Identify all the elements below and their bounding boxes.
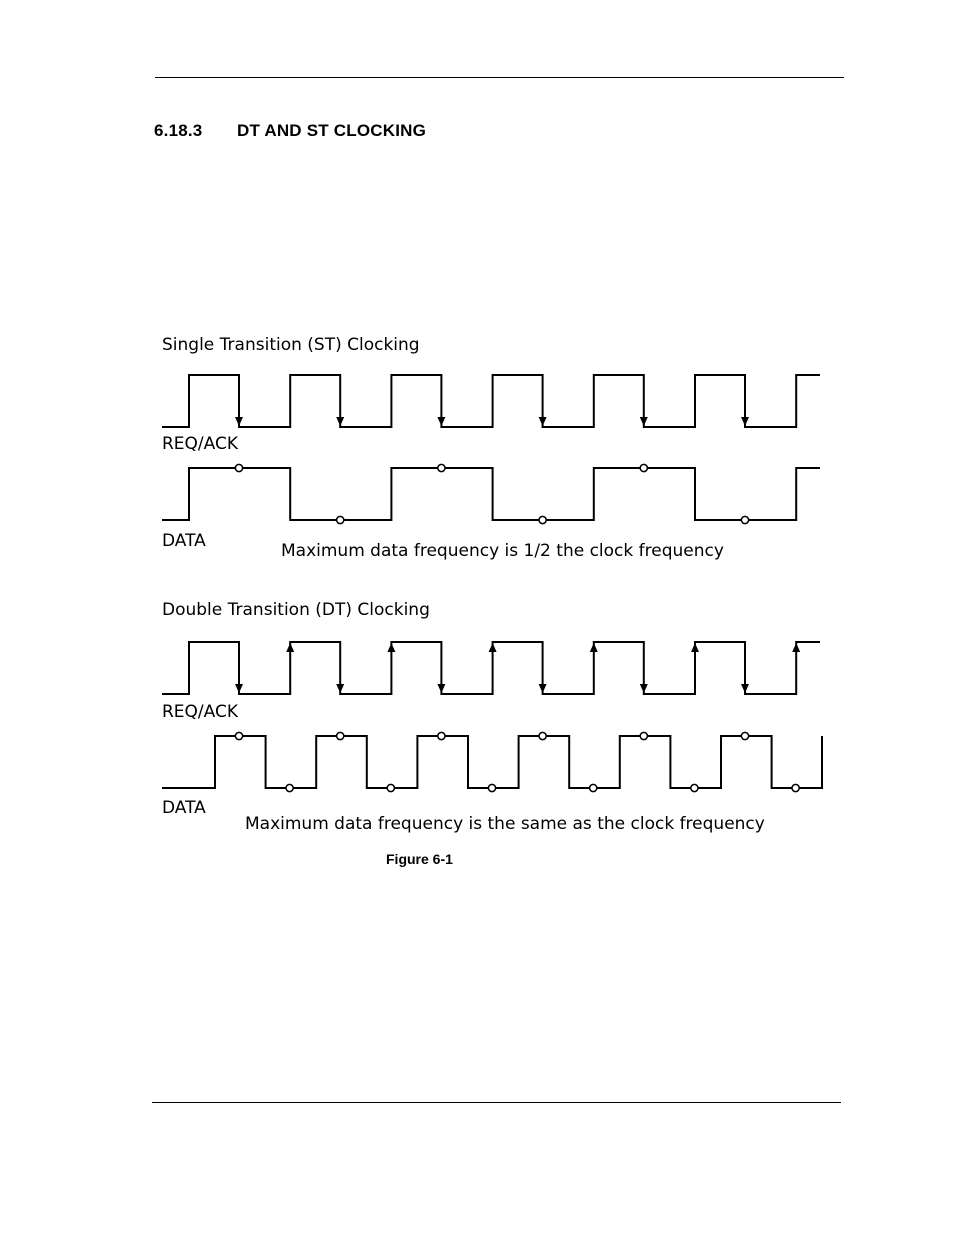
rising-edge-arrow: [286, 643, 294, 652]
st-clock-line: [162, 375, 820, 427]
st-data-waveform: [162, 468, 820, 520]
sample-point: [387, 784, 394, 791]
sample-point: [792, 784, 799, 791]
falling-edge-arrow: [437, 417, 445, 426]
dt-clock-edge-arrows: [235, 643, 800, 693]
sample-point: [539, 516, 546, 523]
falling-edge-arrow: [235, 684, 243, 693]
dt-data-sample-points: [235, 732, 799, 791]
falling-edge-arrow: [437, 684, 445, 693]
falling-edge-arrow: [235, 417, 243, 426]
rising-edge-arrow: [691, 643, 699, 652]
falling-edge-arrow: [539, 417, 547, 426]
sample-point: [438, 464, 445, 471]
dt-frequency-note: Maximum data frequency is the same as the clock frequency: [245, 814, 765, 834]
falling-edge-arrow: [539, 684, 547, 693]
sample-point: [337, 516, 344, 523]
falling-edge-arrow: [640, 417, 648, 426]
dt-clock-label: REQ/ACK: [162, 702, 239, 722]
sample-point: [640, 464, 647, 471]
rising-edge-arrow: [387, 643, 395, 652]
rising-edge-arrow: [590, 643, 598, 652]
sample-point: [539, 732, 546, 739]
sample-point: [438, 732, 445, 739]
st-panel-title: Single Transition (ST) Clocking: [162, 335, 420, 355]
st-data-label: DATA: [162, 531, 206, 551]
sample-point: [741, 516, 748, 523]
dt-data-waveform: [162, 736, 822, 788]
sample-point: [488, 784, 495, 791]
falling-edge-arrow: [640, 684, 648, 693]
dt-data-label: DATA: [162, 798, 206, 818]
sample-point: [590, 784, 597, 791]
sample-point: [337, 732, 344, 739]
rising-edge-arrow: [792, 643, 800, 652]
st-data-line: [162, 468, 820, 520]
dt-panel-title: Double Transition (DT) Clocking: [162, 600, 430, 620]
sample-point: [286, 784, 293, 791]
falling-edge-arrow: [336, 417, 344, 426]
section-number: 6.18.3: [154, 121, 203, 140]
st-clock-waveform: [162, 375, 820, 427]
st-frequency-note: Maximum data frequency is 1/2 the clock frequency: [281, 541, 724, 561]
sample-point: [235, 464, 242, 471]
rising-edge-arrow: [489, 643, 497, 652]
st-clock-label: REQ/ACK: [162, 434, 239, 454]
sample-point: [235, 732, 242, 739]
figure-caption: Figure 6-1: [386, 851, 453, 867]
footer-rule: [152, 1102, 841, 1103]
sample-point: [640, 732, 647, 739]
falling-edge-arrow: [336, 684, 344, 693]
falling-edge-arrow: [741, 684, 749, 693]
falling-edge-arrow: [741, 417, 749, 426]
sample-point: [741, 732, 748, 739]
dt-data-line: [162, 736, 822, 788]
section-title: DT AND ST CLOCKING: [237, 121, 427, 140]
sample-point: [691, 784, 698, 791]
